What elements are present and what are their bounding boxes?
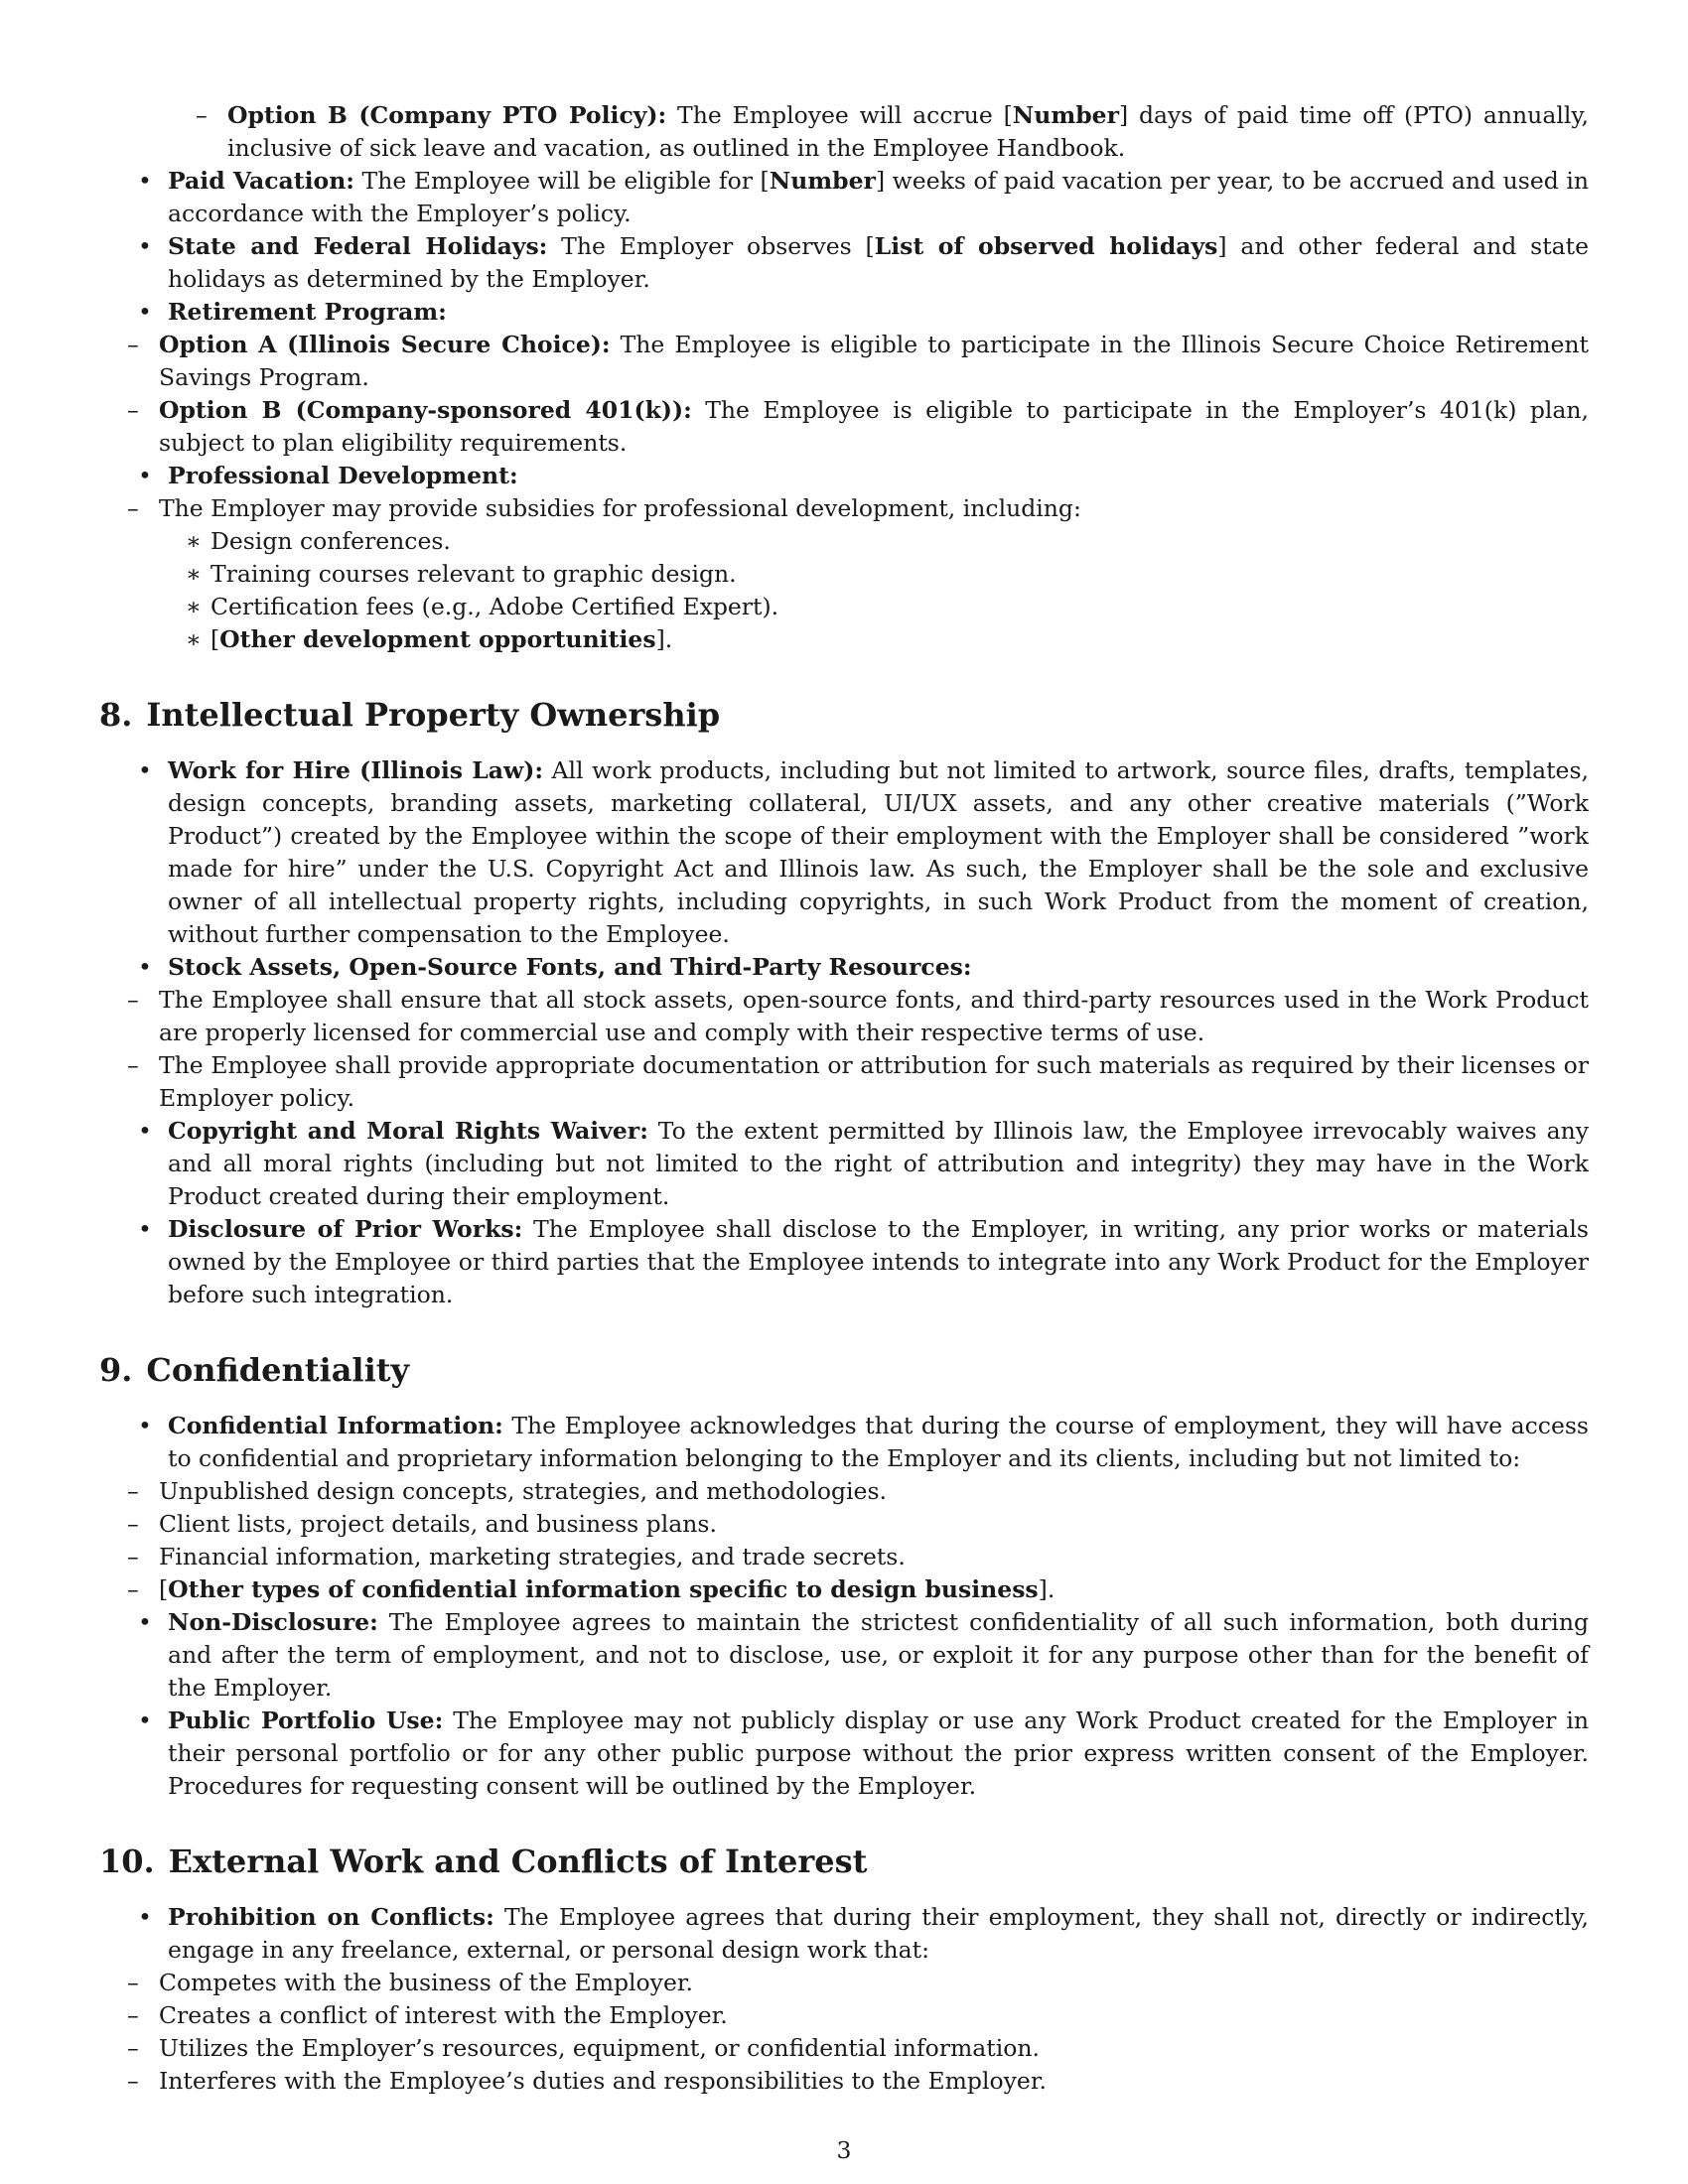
stock-assets-point: – The Employee shall ensure that all stock assets, open-source fonts, and third-party resources used in the Work Product are properly licensed for commercial use and comply with their respective terms of use.	[99, 984, 1589, 1049]
work-for-hire-item: • Work for Hire (Illinois Law): All work products, including but not limited to artwork, source files, drafts, templates, design concepts, branding assets, marketing collateral, UI/UX assets, and any other creative materials (”Work Product”) created by the Employee within the scope of their employment with the Employer shall be considered ”work made for hire” under the U.S. Copyright Act and Illinois law. As such, the Employer shall be the sole and exclusive owner of all intellectual property rights, including copyrights, in such Work Product from the moment of creation, without further compensation to the Employee.	[99, 754, 1589, 951]
professional-development-item: • Professional Development: – The Employer may provide subsidies for professional development, including: ∗ Design conferences. ∗ Training courses relevant to graphic design. ∗ Certification fees (e.g., Adobe Certified Expert). ∗ [Other development opportunities].	[99, 460, 1589, 656]
pd-item: ∗ Certification fees (e.g., Adobe Certified Expert).	[159, 591, 1589, 623]
conflict-point: – Utilizes the Employer’s resources, equipment, or confidential information.	[99, 2032, 1589, 2065]
pd-item: ∗ Design conferences.	[159, 525, 1589, 558]
pd-items	[159, 525, 1589, 656]
conflict-point: – Competes with the business of the Employer.	[99, 1967, 1589, 1999]
prior-works-item: • Disclosure of Prior Works: The Employee shall disclose to the Employer, in writing, any prior works or materials owned by the Employee or third parties that the Employee intends to integrate into any Work Product for the Employer before such integration.	[99, 1213, 1589, 1311]
confidential-info-point: – Financial information, marketing strategies, and trade secrets.	[99, 1541, 1589, 1573]
conflicts-sublist	[99, 1967, 1589, 2098]
stock-assets-point: – The Employee shall provide appropriate documentation or attribution for such materials as required by their licenses or Employer policy.	[99, 1049, 1589, 1115]
confidential-info-point: – Unpublished design concepts, strategies, and methodologies.	[99, 1475, 1589, 1508]
holidays-item: • State and Federal Holidays: The Employer observes [List of observed holidays] and other federal and state holidays as determined by the Employer.	[99, 230, 1589, 296]
pd-sublist	[99, 492, 1589, 656]
section-9-list	[99, 1410, 1589, 1803]
section-heading-8: 8. Intellectual Property Ownership	[99, 696, 721, 734]
confidential-info-point: – Client lists, project details, and business plans.	[99, 1508, 1589, 1541]
pto-option-b: – Option B (Company PTO Policy): The Employee will accrue [Number] days of paid time off (PTO) annually, inclusive of sick leave and vacation, as outlined in the Employee Handbook.	[168, 99, 1589, 165]
section-heading-9: 9. Confidentiality	[99, 1351, 410, 1389]
conflict-point: – Interferes with the Employee’s duties and responsibilities to the Employer.	[99, 2065, 1589, 2098]
confidential-info-item: • Confidential Information: The Employee acknowledges that during the course of employment, they will have access to confidential and proprietary information belonging to the Employer and its clients, including but not limited to: – Unpublished design concepts, strategies, and methodologies. – Client lists, project details, and business plans. – Financial information, marketing strategies, and trade secrets. – [Other types of confidential information specific to design business].	[99, 1410, 1589, 1606]
pd-item: ∗ Training courses relevant to graphic design.	[159, 558, 1589, 591]
page-content	[99, 99, 1589, 2098]
non-disclosure-item: • Non-Disclosure: The Employee agrees to maintain the strictest confidentiality of all such information, both during and after the term of employment, and not to disclose, use, or exploit it for any purpose other than for the benefit of the Employer.	[99, 1606, 1589, 1705]
retirement-item: • Retirement Program: – Option A (Illinois Secure Choice): The Employee is eligible to participate in the Illinois Secure Choice Retirement Savings Program. – Option B (Company-sponsored 401(k)): The Employee is eligible to participate in the Employer’s 401(k) plan, subject to plan eligibility requirements.	[99, 296, 1589, 460]
benefits-list	[99, 165, 1589, 656]
confidential-info-sublist	[99, 1475, 1589, 1606]
pto-option-list	[168, 99, 1589, 165]
prohibition-conflicts-item: • Prohibition on Conflicts: The Employee agrees that during their employment, they shall not, directly or indirectly, engage in any freelance, external, or personal design work that: – Competes with the business of the Employer. – Creates a conflict of interest with the Employer. – Utilizes the Employer’s resources, equipment, or confidential information. – Interferes with the Employee’s duties and responsibilities to the Employer.	[99, 1901, 1589, 2098]
section-10-list	[99, 1901, 1589, 2098]
conflict-point: – Creates a conflict of interest with the Employer.	[99, 1999, 1589, 2032]
stock-assets-item: • Stock Assets, Open-Source Fonts, and Third-Party Resources: – The Employee shall ensure that all stock assets, open-source fonts, and third-party resources used in the Work Product are properly licensed for commercial use and comply with their respective terms of use. – The Employee shall provide appropriate documentation or attribution for such materials as required by their licenses or Employer policy.	[99, 951, 1589, 1115]
pd-intro: – The Employer may provide subsidies for professional development, including: ∗ Design conferences. ∗ Training courses relevant to graphic design. ∗ Certification fees (e.g., Adobe Certified Expert). ∗ [Other development opportunities].	[99, 492, 1589, 656]
paid-vacation-item: • Paid Vacation: The Employee will be eligible for [Number] weeks of paid vacation per year, to be accrued and used in accordance with the Employer’s policy.	[99, 165, 1589, 230]
retirement-option-a: – Option A (Illinois Secure Choice): The Employee is eligible to participate in the Illinois Secure Choice Retirement Savings Program.	[99, 329, 1589, 394]
retirement-option-b: – Option B (Company-sponsored 401(k)): The Employee is eligible to participate in the Employer’s 401(k) plan, subject to plan eligibility requirements.	[99, 394, 1589, 460]
confidential-info-other: – [Other types of confidential information specific to design business].	[99, 1573, 1589, 1606]
section-heading-10: 10. External Work and Conflicts of Interest	[99, 1843, 868, 1880]
page-number: 3	[836, 2136, 852, 2164]
stock-assets-sublist	[99, 984, 1589, 1115]
section-8-list	[99, 754, 1589, 1311]
retirement-options	[99, 329, 1589, 460]
pd-item-other: ∗ [Other development opportunities].	[159, 623, 1589, 656]
public-portfolio-item: • Public Portfolio Use: The Employee may not publicly display or use any Work Product created for the Employer in their personal portfolio or for any other public purpose without the prior express written consent of the Employer. Procedures for requesting consent will be outlined by the Employer.	[99, 1705, 1589, 1803]
moral-rights-item: • Copyright and Moral Rights Waiver: To the extent permitted by Illinois law, the Employee irrevocably waives any and all moral rights (including but not limited to the right of attribution and integrity) they may have in the Work Product created during their employment.	[99, 1115, 1589, 1213]
